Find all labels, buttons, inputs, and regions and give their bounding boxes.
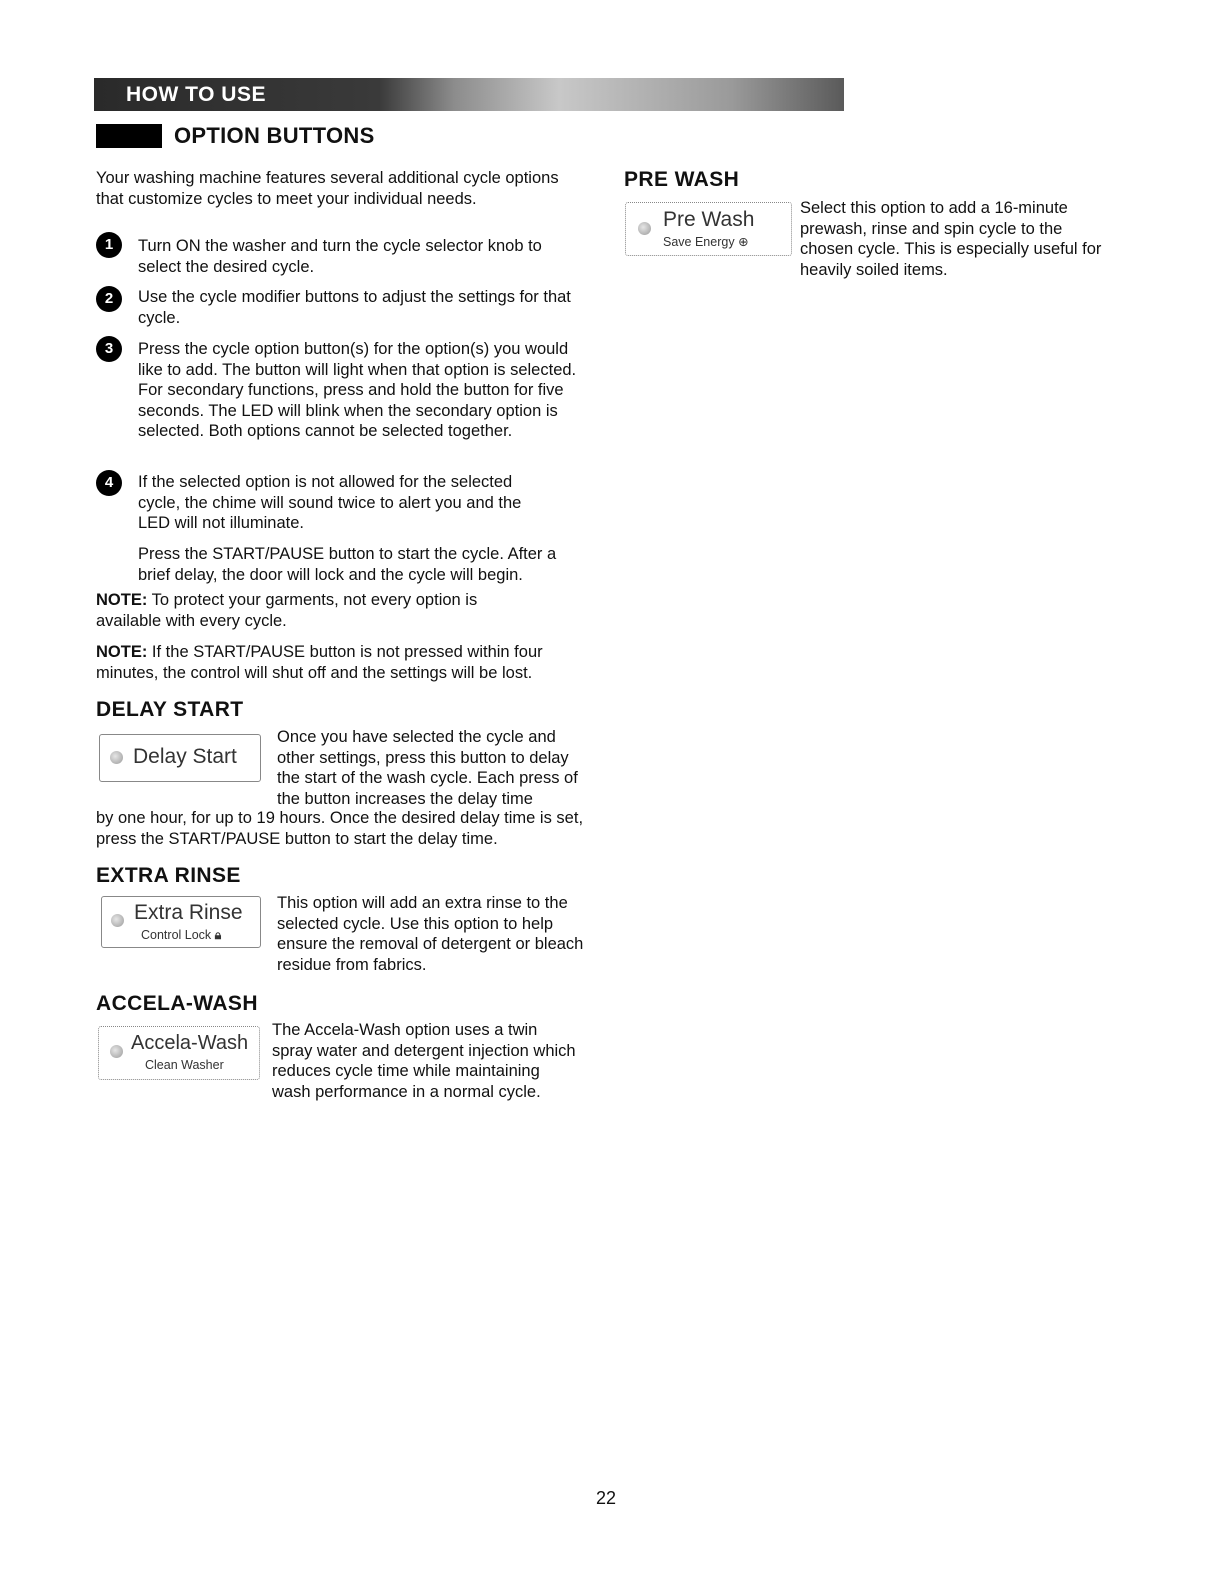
led-indicator-icon [110,1045,123,1058]
step-1-text: Turn ON the washer and turn the cycle selector knob to select the desired cycle. [138,237,542,276]
step-2-number: 2 [96,286,122,312]
delay-start-button[interactable] [99,734,261,782]
section-title: OPTION BUTTONS [174,123,375,148]
extra-rinse-button-label: Extra Rinse [134,901,243,924]
step-2-text: Use the cycle modifier buttons to adjust the settings for that cycle. [138,288,571,327]
accela-wash-description: The Accela-Wash option uses a twin spray water and detergent injection which reduces cycle time while maintaining wash performance in a normal cycle. [272,1021,576,1101]
heading-block-marker [96,124,162,148]
intro-paragraph: Your washing machine features several additional cycle options that customize cycles to meet your individual needs. [96,169,559,208]
step-3-number: 3 [96,336,122,362]
start-instructions: Press the START/PAUSE button to start the cycle. After a brief delay, the door will lock and the cycle will begin. [138,545,557,584]
delay-start-description: Once you have selected the cycle and other settings, press this button to delay the start of the wash cycle. Each press of the button increases the delay time [277,728,578,808]
banner-title: HOW TO USE [126,83,266,106]
delay-start-button-label: Delay Start [133,745,237,768]
pre-wash-description: Select this option to add a 16-minute prewash, rinse and spin cycle to the chosen cycle. This is especially useful for heavily soiled items. [800,199,1102,279]
note-start-pause [96,642,586,683]
section-heading [96,123,375,149]
led-indicator-icon [110,751,123,764]
accela-wash-button-label: Accela-Wash [131,1032,249,1054]
control-lock-label [141,928,221,943]
pre-wash-button-label: Pre Wash [663,208,755,231]
extra-rinse-description: This option will add an extra rinse to the selected cycle. Use this option to help ensure the removal of detergent or bleach residue from fabrics. [277,894,584,974]
delay-start-description-continued: by one hour, for up to 19 hours. Once the desired delay time is set, press the START/PAUSE button to start the delay time. [96,809,584,848]
step-4-text: If the selected option is not allowed for the selected cycle, the chime will sound twice to alert you and the LED will not illuminate. [138,473,522,532]
save-energy-label [663,234,749,249]
page-number: 22 [596,1488,617,1508]
note-garments [96,590,536,631]
step-4-number: 4 [96,470,122,496]
step-3-text: Press the cycle option button(s) for the option(s) you would like to add. The button will light when that option is selected. For secondary functions, press and hold the button for five seconds. The LED will blink when the secondary option is selected. Both options cannot be selected together. [138,340,577,440]
accela-wash-button[interactable] [98,1026,260,1080]
note-label: NOTE: [96,643,148,661]
control-lock-text: Control Lock [141,928,212,942]
save-energy-text: Save Energy [663,235,735,249]
energy-icon: ⊕ [738,235,749,249]
how-to-use-banner [94,78,844,111]
accela-wash-heading: ACCELA-WASH [96,992,258,1015]
pre-wash-heading: PRE WASH [624,168,740,191]
extra-rinse-button[interactable] [101,896,261,948]
clean-washer-label: Clean Washer [145,1058,224,1072]
note-label: NOTE: [96,591,148,609]
step-1-number: 1 [96,232,122,258]
led-indicator-icon [111,914,124,927]
pre-wash-button[interactable] [625,202,792,256]
lock-icon: 🔒︎ [214,928,222,942]
delay-start-heading: DELAY START [96,698,244,721]
note-text: To protect your garments, not every option is available with every cycle. [96,591,478,630]
extra-rinse-heading: EXTRA RINSE [96,864,241,887]
note-text: If the START/PAUSE button is not pressed within four minutes, the control will shut off and the settings will be lost. [96,643,543,682]
led-indicator-icon [638,222,651,235]
